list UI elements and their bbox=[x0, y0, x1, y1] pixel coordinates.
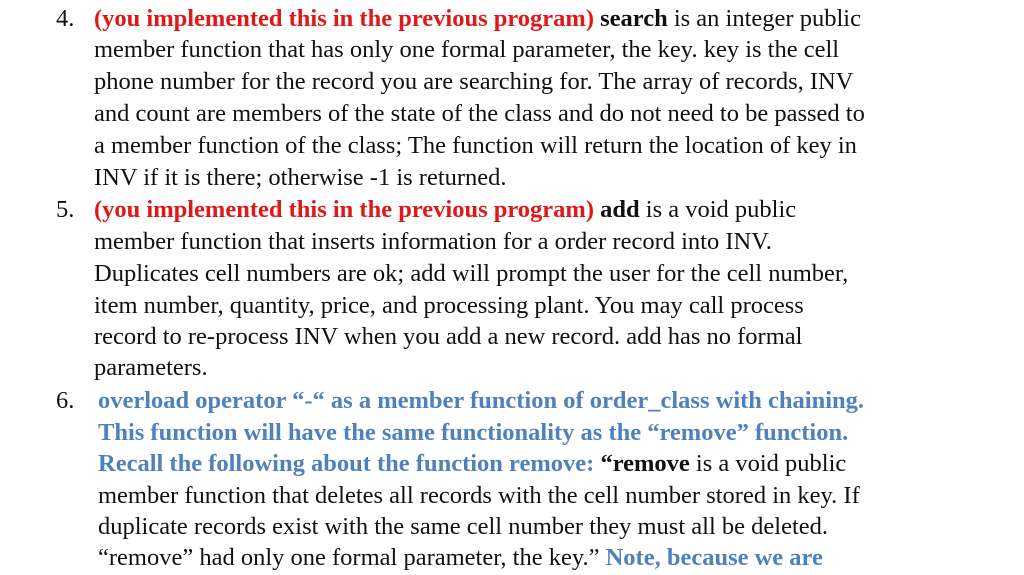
item-number: 6. bbox=[56, 387, 75, 414]
text-line: INV if it is there; otherwise -1 is returned. bbox=[94, 164, 507, 191]
text-line bbox=[98, 385, 864, 416]
blue-note: Note, because we are bbox=[605, 544, 823, 571]
line-text: is an integer public bbox=[667, 5, 861, 32]
text-line bbox=[94, 3, 861, 34]
text-line: member function that inserts information for a order record into INV. bbox=[94, 228, 772, 255]
text-line: parameters. bbox=[94, 354, 208, 381]
text-line bbox=[98, 542, 823, 573]
item-number: 5. bbox=[56, 196, 75, 223]
text-line: record to re-process INV when you add a new record. add has no formal bbox=[94, 323, 803, 350]
blue-heading: This function will have the same functionality as the “remove” function. bbox=[98, 419, 849, 446]
text-line: duplicate records exist with the same cell number they must all be deleted. bbox=[98, 513, 828, 540]
line-text: “remove” had only one formal parameter, the key.” bbox=[98, 544, 606, 571]
text-line: Duplicates cell numbers are ok; add will prompt the user for the cell number, bbox=[94, 260, 849, 287]
line-text: is a void public bbox=[689, 450, 847, 477]
function-name: search bbox=[594, 5, 668, 32]
text-line: member function that has only one formal parameter, the key. key is the cell bbox=[94, 36, 840, 63]
text-line: a member function of the class; The function will return the location of key in bbox=[94, 132, 857, 159]
text-line bbox=[98, 417, 848, 448]
text-line: phone number for the record you are searching for. The array of records, INV bbox=[94, 68, 854, 95]
text-line: item number, quantity, price, and processing plant. You may call process bbox=[94, 292, 804, 319]
item-number: 4. bbox=[56, 5, 75, 32]
red-note: (you implemented this in the previous program) bbox=[94, 196, 594, 223]
function-name: add bbox=[594, 196, 640, 223]
red-note: (you implemented this in the previous program) bbox=[94, 5, 594, 32]
text-line: member function that deletes all records with the cell number stored in key. If bbox=[98, 482, 860, 509]
blue-heading: Recall the following about the function remove: bbox=[98, 450, 601, 477]
blue-heading: overload operator “-“ as a member function of order_class with chaining. bbox=[98, 387, 865, 414]
function-name: remove bbox=[612, 450, 690, 477]
text-line: and count are members of the state of the class and do not need to be passed to bbox=[94, 100, 865, 127]
text-line bbox=[94, 194, 796, 225]
open-quote: “ bbox=[600, 450, 613, 477]
text-line bbox=[98, 448, 846, 479]
line-text: is a void public bbox=[639, 196, 797, 223]
